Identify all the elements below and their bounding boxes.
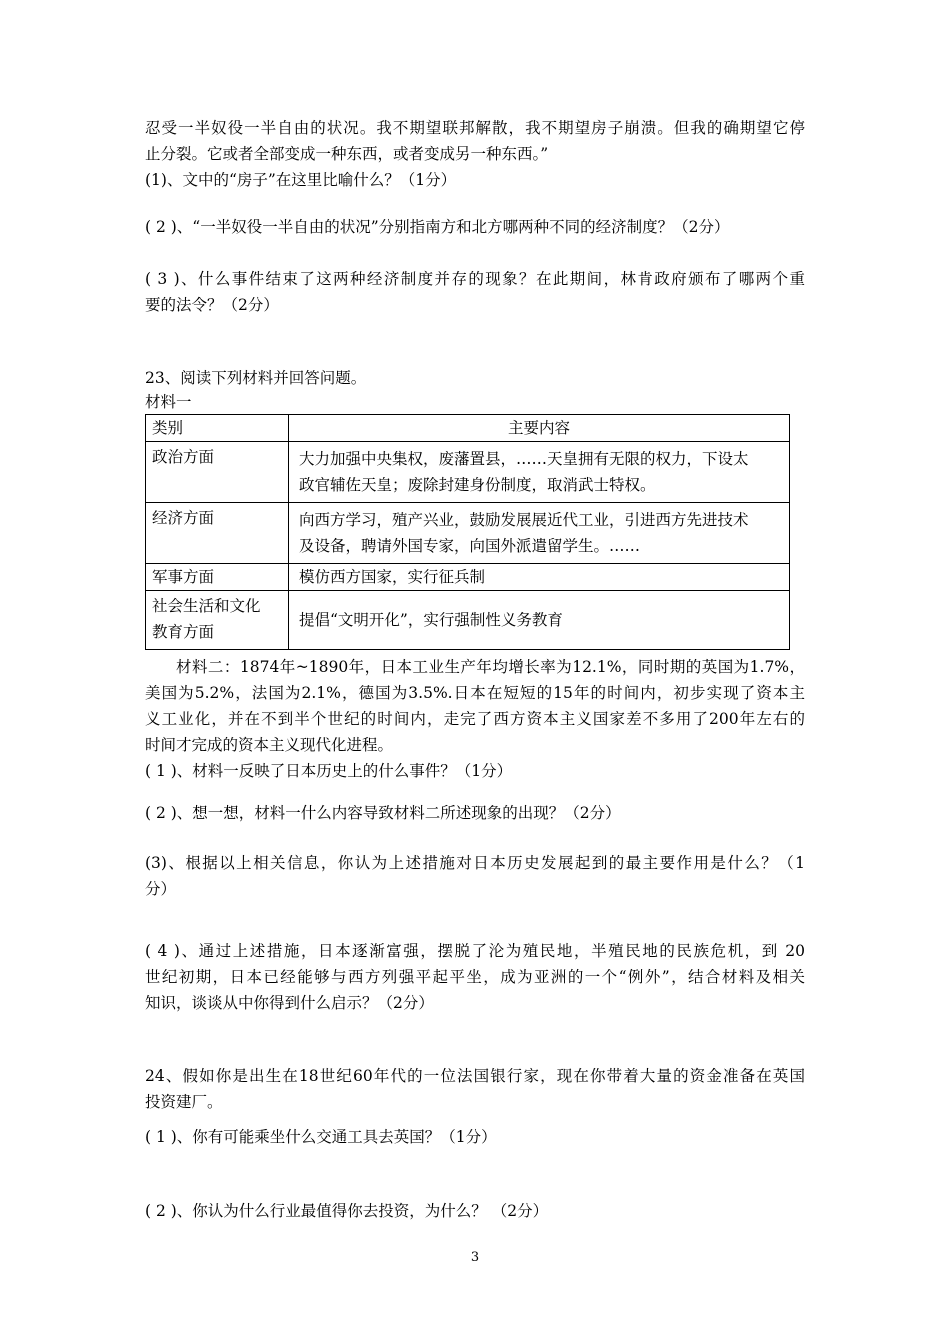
q24-sub2: ( 2 )、你认为什么行业最值得你去投资，为什么？ （2分） xyxy=(145,1202,549,1220)
q22-sub3-line: 要的法令？（2分） xyxy=(145,296,279,314)
table-cell-line: 向西方学习，殖产兴业，鼓励发展展近代工业，引进西方先进技术 xyxy=(299,511,749,529)
material2-line: 美国为5.2%，法国为2.1%，德国为3.5%.日本在短短的15年的时间内，初步实现了资本主 xyxy=(145,684,805,702)
q22-sub2-block xyxy=(145,214,805,240)
material1-label: 材料一 xyxy=(145,393,192,411)
table-header-row xyxy=(146,415,790,442)
table-cell-category xyxy=(146,591,289,650)
q23-sub4-line: ( 4 )、通过上述措施，日本逐渐富强，摆脱了沦为殖民地，半殖民地的民族危机，到 20 xyxy=(145,942,805,960)
table-cell-category: 政治方面 xyxy=(146,442,289,503)
material2-line: 时间才完成的资本主义现代化进程。 xyxy=(145,736,394,754)
q24-sub1-block xyxy=(145,1124,805,1150)
q23-heading-block xyxy=(145,366,805,414)
q24-sub1: ( 1 )、你有可能乘坐什么交通工具去英国？（1分） xyxy=(145,1128,497,1146)
intro-line: 忍受一半奴役一半自由的状况。我不期望联邦解散，我不期望房子崩溃。但我的确期望它停 xyxy=(145,119,805,137)
intro-line: 止分裂。它或者全部变成一种东西，或者变成另一种东西。” xyxy=(145,145,549,163)
table-cell-category: 经济方面 xyxy=(146,503,289,564)
q23-sub3-block xyxy=(145,850,805,902)
q24-line: 24、假如你是出生在18世纪60年代的一位法国银行家，现在你带着大量的资金准备在英国 xyxy=(145,1067,805,1085)
q23-sub4-line: 世纪初期，日本已经能够与西方列强平起平坐，成为亚洲的一个“例外”，结合材料及相关 xyxy=(145,968,805,986)
q24-heading-block xyxy=(145,1063,805,1115)
q23-heading: 23、阅读下列材料并回答问题。 xyxy=(145,369,367,387)
table-cell-line: 社会生活和文化 xyxy=(152,597,261,615)
material1-table xyxy=(145,414,790,650)
table-row xyxy=(146,591,790,650)
table-header-category: 类别 xyxy=(146,415,289,442)
table-cell-content xyxy=(289,442,790,503)
q22-sub1: (1)、文中的“房子”在这里比喻什么？（1分） xyxy=(145,171,457,189)
table-cell-category: 军事方面 xyxy=(146,564,289,591)
q22-sub2: ( 2 )、“一半奴役一半自由的状况”分别指南方和北方哪两种不同的经济制度？（2分） xyxy=(145,218,730,236)
table-cell-line: 教育方面 xyxy=(152,623,215,641)
table-cell-line: 政官辅佐天皇；废除封建身份制度，取消武士特权。 xyxy=(299,476,656,494)
table-cell-content: 模仿西方国家，实行征兵制 xyxy=(289,564,790,591)
q23-sub3-line: 分） xyxy=(145,880,177,898)
q23-sub4-block xyxy=(145,938,805,1016)
page-number: 3 xyxy=(470,1250,480,1265)
table-cell-line: 及设备，聘请外国专家，向国外派遣留学生。…… xyxy=(299,537,641,555)
table-cell-content: 提倡“文明开化”，实行强制性义务教育 xyxy=(289,591,790,650)
q22-sub3-block xyxy=(145,266,805,318)
table-row xyxy=(146,442,790,503)
material2-line: 材料二：1874年~1890年，日本工业生产年均增长率为12.1%，同时期的英国为1.7%， xyxy=(176,658,805,676)
q24-line: 投资建厂。 xyxy=(145,1093,223,1111)
intro-paragraph xyxy=(145,115,805,193)
q22-sub3-line: ( 3 )、什么事件结束了这两种经济制度并存的现象？在此期间，林肯政府颁布了哪两个重 xyxy=(145,270,805,288)
material2-paragraph xyxy=(145,654,805,784)
q23-sub2: ( 2 )、想一想，材料一什么内容导致材料二所述现象的出现？（2分） xyxy=(145,804,621,822)
table-row xyxy=(146,564,790,591)
table-cell-content xyxy=(289,503,790,564)
material2-line: 义工业化，并在不到半个世纪的时间内，走完了西方资本主义国家差不多用了200年左右的 xyxy=(145,710,805,728)
q23-sub3-line: (3)、根据以上相关信息，你认为上述措施对日本历史发展起到的最主要作用是什么？（1 xyxy=(145,854,805,872)
q23-sub1: ( 1 )、材料一反映了日本历史上的什么事件？（1分） xyxy=(145,762,513,780)
q24-sub2-block xyxy=(145,1198,805,1224)
table-header-content: 主要内容 xyxy=(289,415,790,442)
q23-sub2-block xyxy=(145,800,805,826)
q23-sub4-line: 知识，谈谈从中你得到什么启示？（2分） xyxy=(145,994,434,1012)
table-row xyxy=(146,503,790,564)
table-cell-line: 大力加强中央集权，废藩置县，……天皇拥有无限的权力，下设太 xyxy=(299,450,749,468)
